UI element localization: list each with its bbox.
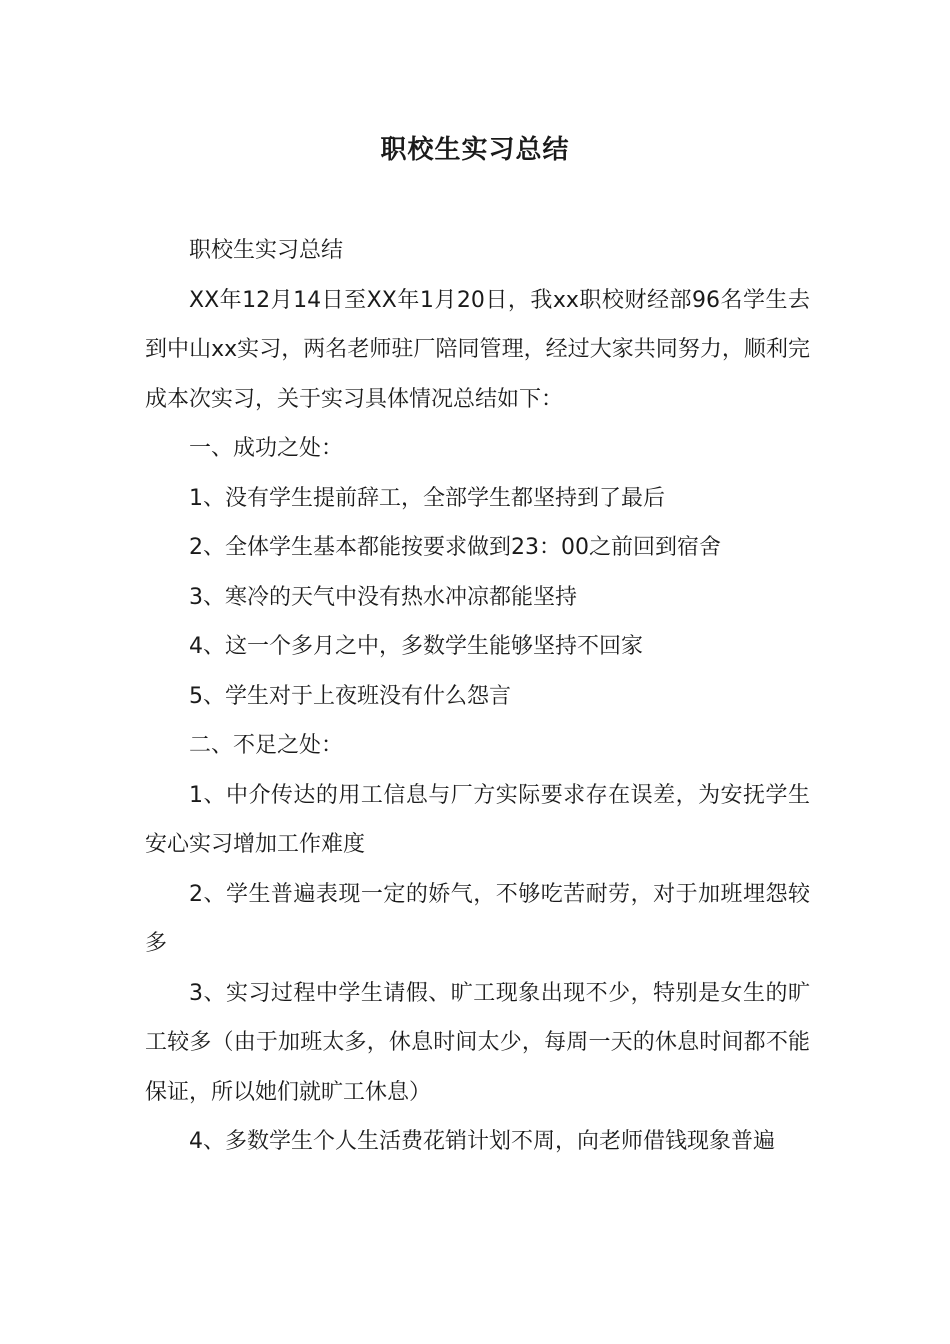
paragraph-subtitle: 职校生实习总结 <box>189 238 344 263</box>
paragraph-intro: XX年12月14日至XX年1月20日，我xx职校财经部96名学生去到中山xx实习，两名老师驻厂陪同管理，经过大家共同努力，顺利完成本次实习，关于实习具体情况总结如下： <box>145 287 810 412</box>
shortcoming-item-4: 4、多数学生个人生活费花销计划不周，向老师借钱现象普遍 <box>189 1129 775 1154</box>
success-item-3: 3、寒冷的天气中没有热水冲凉都能坚持 <box>189 584 577 610</box>
shortcoming-item-1: 1、中介传达的用工信息与厂方实际要求存在误差，为安抚学生安心实习增加工作难度 <box>145 782 810 857</box>
shortcoming-item-2: 2、学生普遍表现一定的娇气，不够吃苦耐劳，对于加班埋怨较多 <box>145 881 810 956</box>
success-item-4: 4、这一个多月之中，多数学生能够坚持不回家 <box>189 634 643 659</box>
shortcoming-item-3: 3、实习过程中学生请假、旷工现象出现不少，特别是女生的旷工较多（由于加班太多，休息时间太少，每周一天的休息时间都不能保证，所以她们就旷工休息） <box>145 980 810 1105</box>
section-heading-successes: 一、成功之处： <box>189 436 344 461</box>
section-heading-shortcomings: 二、不足之处： <box>189 733 344 758</box>
success-item-5: 5、学生对于上夜班没有什么怨言 <box>189 683 511 709</box>
success-item-2: 2、全体学生基本都能按要求做到23：00之前回到宿舍 <box>189 535 721 560</box>
document-body <box>145 226 810 1167</box>
document-title: 职校生实习总结 <box>380 135 570 165</box>
success-item-1: 1、没有学生提前辞工，全部学生都坚持到了最后 <box>189 485 665 511</box>
